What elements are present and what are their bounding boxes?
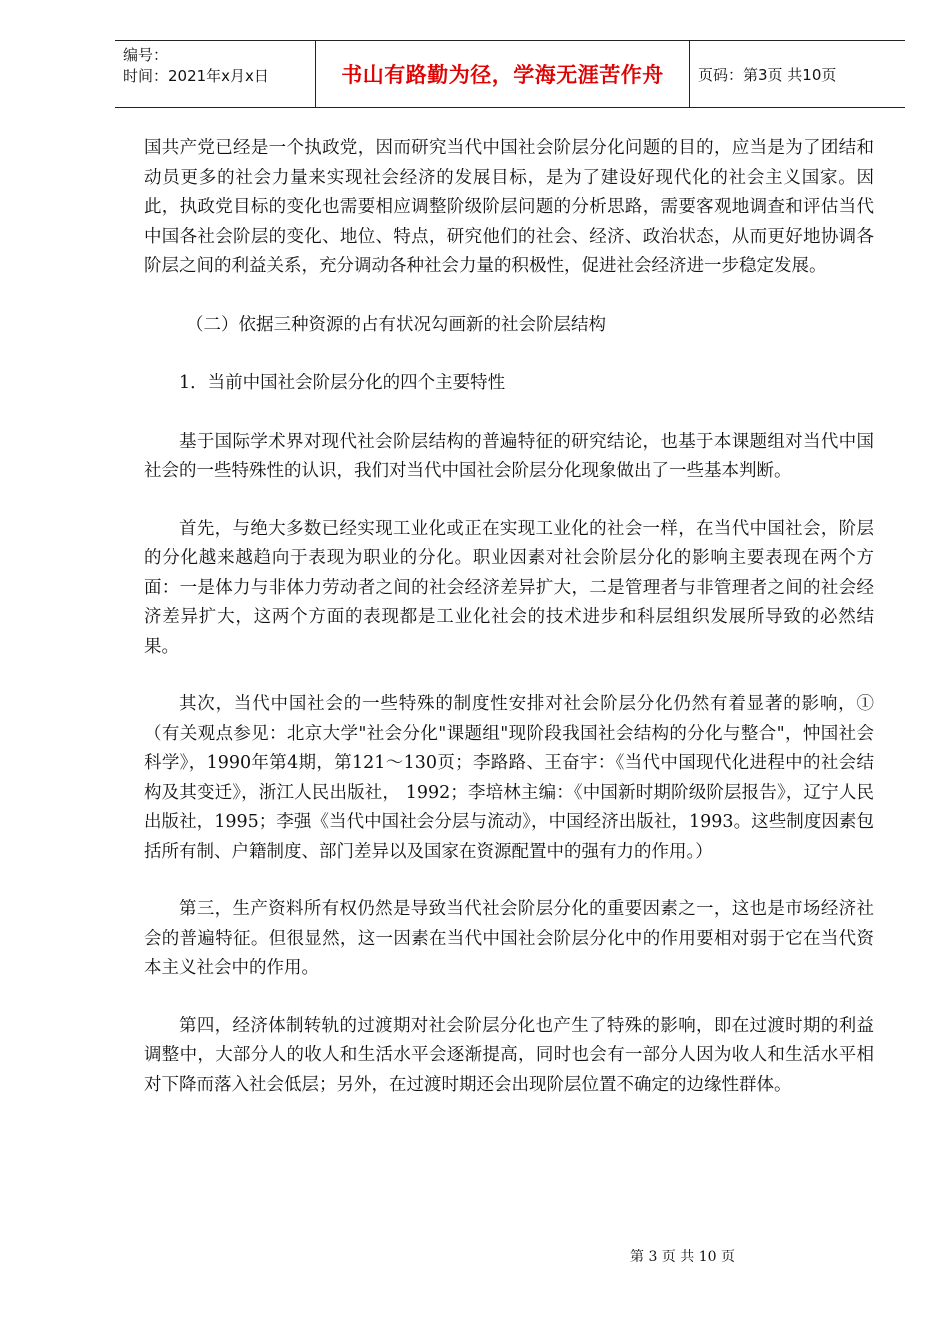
- header-motto: 书山有路勤为径，学海无涯苦作舟: [316, 41, 690, 107]
- header-meta: [115, 41, 316, 107]
- paragraph-intro: 基于国际学术界对现代社会阶层结构的普遍特征的研究结论，也基于本课题组对当代中国社会的一些特殊性的认识，我们对当代中国社会阶层分化现象做出了一些基本判断。: [144, 431, 874, 481]
- paragraph-continuation: 国共产党已经是一个执政党，因而研究当代中国社会阶层分化问题的目的，应当是为了团结和动员更多的社会力量来实现社会经济的发展目标，是为了建设好现代化的社会主义国家。因此，执政党目标的变化也需要相应调整阶级阶层问题的分析思路，需要客观地调查和评估当代中国各社会阶层的变化、地位、特点，研究他们的社会、经济、政治状态，从而更好地协调各阶层之间的利益关系，充分调动各种社会力量的积极性，促进社会经济进一步稳定发展。: [144, 138, 874, 276]
- header-page-number: 页码：第3页 共10页: [698, 65, 837, 84]
- subsection-heading: 1．当前中国社会阶层分化的四个主要特性: [179, 373, 506, 393]
- section-heading: （二）依据三种资源的占有状况勾画新的社会阶层结构: [186, 314, 606, 335]
- document-time-label: 时间：2021年x月x日: [123, 67, 269, 85]
- paragraph-first: 首先，与绝大多数已经实现工业化或正在实现工业化的社会一样，在当代中国社会，阶层的分化越来越趋向于表现为职业的分化。职业因素对社会阶层分化的影响主要表现在两个方面：一是体力与非体力劳动者之间的社会经济差异扩大，二是管理者与非管理者之间的社会经济差异扩大，这两个方面的表现都是工业化社会的技术进步和科层组织发展所导致的必然结果。: [144, 518, 874, 657]
- page-footer: 第 3 页 共 10 页: [630, 1249, 735, 1265]
- paragraph-second: 其次，当代中国社会的一些特殊的制度性安排对社会阶层分化仍然有着显著的影响，①（有关观点参见：北京大学"社会分化"课题组"现阶段我国社会结构的分化与整合"，忡国社会科学》，1990年第4期，第121～130页；李路路、王奋宇：《当代中国现代化进程中的社会结构及其变迁》，浙江人民出版社， 1992；李培林主编：《中国新时期阶级阶层报告》，辽宁人民出版社，1995；李强《当代中国社会分层与流动》，中国经济出版社，1993。这些制度因素包括所有制、户籍制度、部门差异以及国家在资源配置中的强有力的作用。）: [144, 694, 874, 862]
- page-header: [115, 40, 905, 108]
- document-body: [144, 134, 874, 1100]
- paragraph-third: 第三，生产资料所有权仍然是导致当代社会阶层分化的重要因素之一，这也是市场经济社会的普遍特征。但很显然，这一因素在当代中国社会阶层分化中的作用要相对弱于它在当代资本主义社会中的作用。: [144, 899, 874, 978]
- paragraph-fourth: 第四，经济体制转轨的过渡期对社会阶层分化也产生了特殊的影响，即在过渡时期的利益调整中，大部分人的收人和生活水平会逐渐提高，同时也会有一部分人因为收人和生活水平相对下降而落入社会低层；另外，在过渡时期还会出现阶层位置不确定的边缘性群体。: [144, 1015, 874, 1095]
- document-number-label: 编号：: [123, 46, 169, 64]
